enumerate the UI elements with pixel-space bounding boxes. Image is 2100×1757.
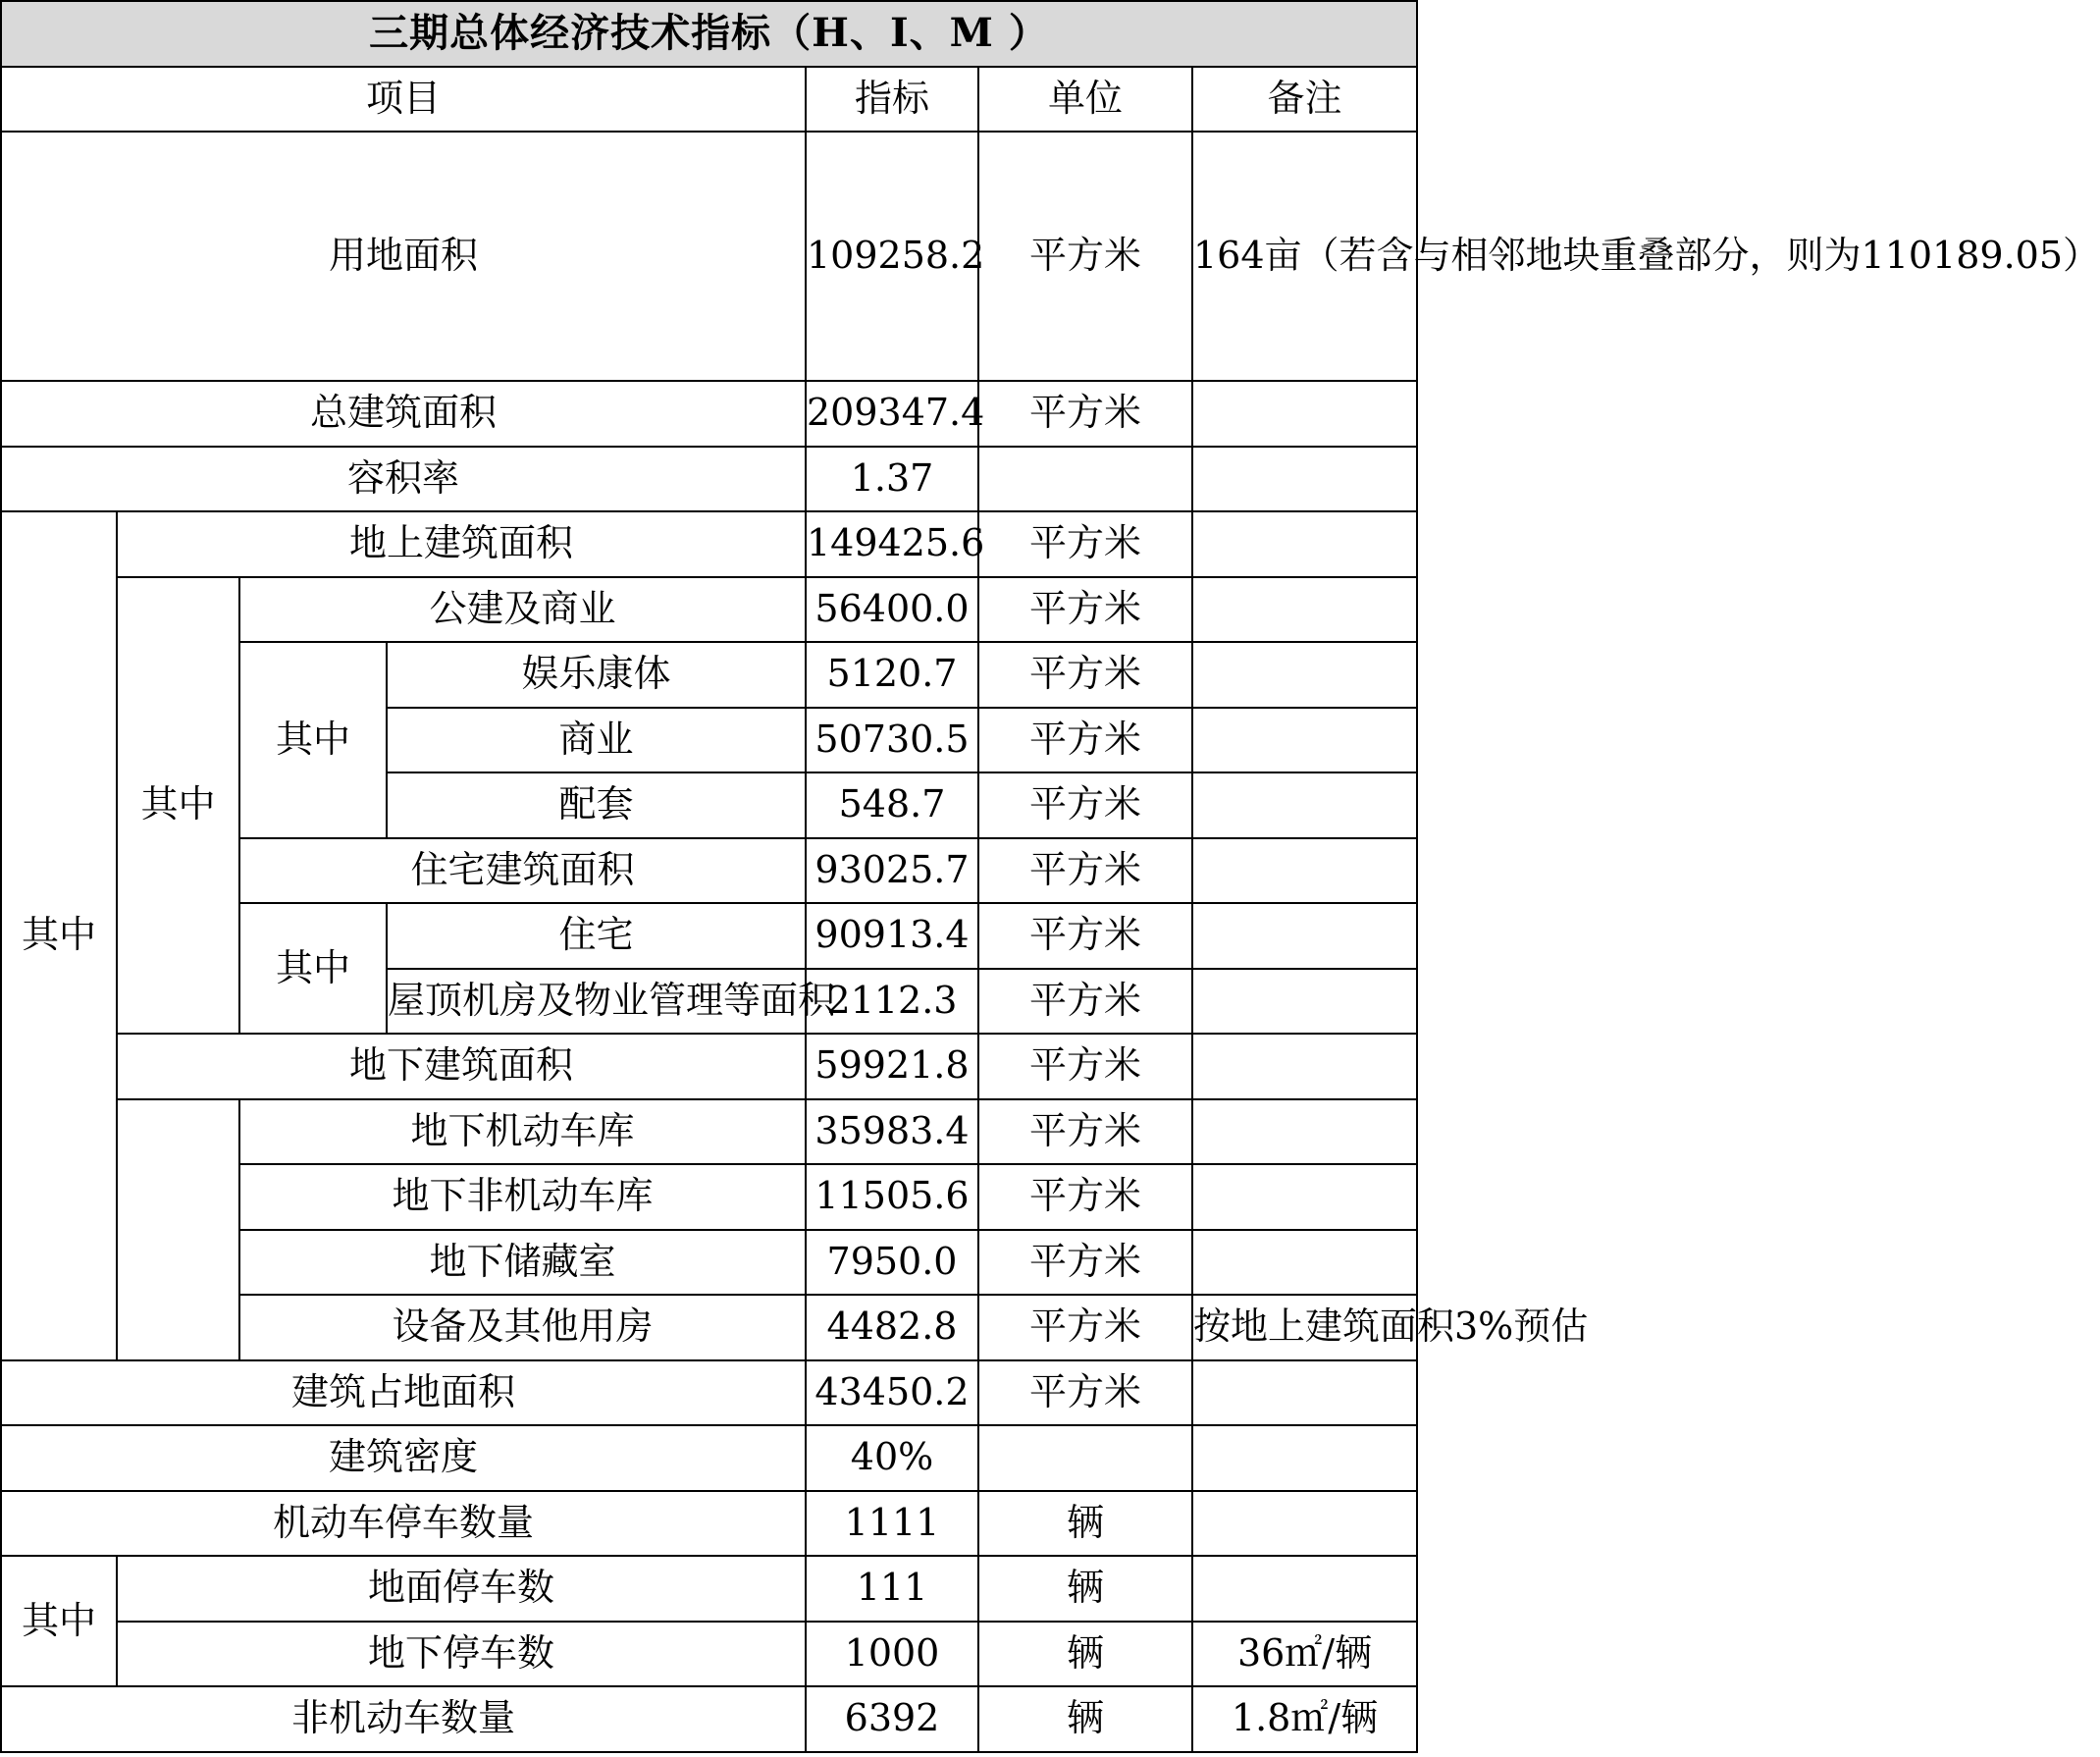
row-note bbox=[1192, 1425, 1417, 1491]
row-note: 按地上建筑面积3%预估 bbox=[1192, 1295, 1417, 1360]
group-label: 其中 bbox=[239, 642, 387, 838]
row-note bbox=[1192, 903, 1417, 969]
row-unit: 平方米 bbox=[978, 1034, 1192, 1099]
row-note bbox=[1192, 577, 1417, 643]
row-label: 地上建筑面积 bbox=[117, 511, 806, 577]
row-label: 地下建筑面积 bbox=[117, 1034, 806, 1099]
row-note bbox=[1192, 1491, 1417, 1557]
row-value: 6392 bbox=[806, 1686, 978, 1752]
row-note bbox=[1192, 772, 1417, 838]
row-unit: 平方米 bbox=[978, 577, 1192, 643]
row-note bbox=[1192, 1556, 1417, 1622]
row-label: 屋顶机房及物业管理等面积 bbox=[387, 969, 806, 1035]
row-value: 7950.0 bbox=[806, 1230, 978, 1296]
table-row bbox=[1, 447, 1417, 512]
row-value: 548.7 bbox=[806, 772, 978, 838]
row-value: 11505.6 bbox=[806, 1164, 978, 1230]
table-row bbox=[1, 1034, 1417, 1099]
row-note bbox=[1192, 1360, 1417, 1426]
row-value: 40% bbox=[806, 1425, 978, 1491]
header-row bbox=[1, 67, 1417, 133]
row-unit: 平方米 bbox=[978, 1164, 1192, 1230]
row-unit: 辆 bbox=[978, 1556, 1192, 1622]
row-note: 36㎡/辆 bbox=[1192, 1622, 1417, 1687]
row-unit bbox=[978, 447, 1192, 512]
row-note bbox=[1192, 1164, 1417, 1230]
row-value: 43450.2 bbox=[806, 1360, 978, 1426]
row-note: 1.8㎡/辆 bbox=[1192, 1686, 1417, 1752]
row-label: 地下非机动车库 bbox=[239, 1164, 806, 1230]
row-unit: 平方米 bbox=[978, 903, 1192, 969]
table-row bbox=[1, 1491, 1417, 1557]
table-row bbox=[1, 1099, 1417, 1165]
table-row bbox=[1, 1556, 1417, 1622]
row-note bbox=[1192, 1034, 1417, 1099]
table-row bbox=[1, 1425, 1417, 1491]
group-label: 其中 bbox=[117, 577, 239, 1035]
row-label: 非机动车数量 bbox=[1, 1686, 806, 1752]
row-value: 90913.4 bbox=[806, 903, 978, 969]
row-unit: 平方米 bbox=[978, 1099, 1192, 1165]
row-value: 209347.4 bbox=[806, 381, 978, 447]
row-label: 地下机动车库 bbox=[239, 1099, 806, 1165]
row-value: 35983.4 bbox=[806, 1099, 978, 1165]
header-note: 备注 bbox=[1192, 67, 1417, 133]
row-label: 地下停车数 bbox=[117, 1622, 806, 1687]
row-label: 住宅建筑面积 bbox=[239, 838, 806, 904]
row-unit: 平方米 bbox=[978, 772, 1192, 838]
row-value: 56400.0 bbox=[806, 577, 978, 643]
row-note bbox=[1192, 381, 1417, 447]
table-row bbox=[1, 1360, 1417, 1426]
table-row bbox=[1, 1622, 1417, 1687]
row-label: 总建筑面积 bbox=[1, 381, 806, 447]
row-unit: 辆 bbox=[978, 1622, 1192, 1687]
group-label: 其中 bbox=[239, 903, 387, 1034]
row-unit: 平方米 bbox=[978, 1230, 1192, 1296]
row-label: 用地面积 bbox=[1, 132, 806, 381]
row-unit: 平方米 bbox=[978, 381, 1192, 447]
row-label: 建筑密度 bbox=[1, 1425, 806, 1491]
header-item: 项目 bbox=[1, 67, 806, 133]
row-unit: 平方米 bbox=[978, 642, 1192, 708]
row-label: 配套 bbox=[387, 772, 806, 838]
row-unit bbox=[978, 1425, 1192, 1491]
row-value: 1.37 bbox=[806, 447, 978, 512]
row-value: 50730.5 bbox=[806, 708, 978, 773]
header-unit: 单位 bbox=[978, 67, 1192, 133]
group-label: 其中 bbox=[1, 511, 117, 1360]
header-value: 指标 bbox=[806, 67, 978, 133]
row-value: 59921.8 bbox=[806, 1034, 978, 1099]
row-label: 商业 bbox=[387, 708, 806, 773]
row-label: 设备及其他用房 bbox=[239, 1295, 806, 1360]
table-row bbox=[1, 132, 1417, 381]
table-row bbox=[1, 577, 1417, 643]
row-unit: 平方米 bbox=[978, 511, 1192, 577]
row-label: 娱乐康体 bbox=[387, 642, 806, 708]
row-value: 1111 bbox=[806, 1491, 978, 1557]
row-unit: 辆 bbox=[978, 1491, 1192, 1557]
row-label: 地下储藏室 bbox=[239, 1230, 806, 1296]
row-value: 149425.6 bbox=[806, 511, 978, 577]
row-label: 容积率 bbox=[1, 447, 806, 512]
row-label: 机动车停车数量 bbox=[1, 1491, 806, 1557]
row-label: 地面停车数 bbox=[117, 1556, 806, 1622]
row-note: 164亩（若含与相邻地块重叠部分，则为110189.05） bbox=[1192, 132, 1417, 381]
row-label: 建筑占地面积 bbox=[1, 1360, 806, 1426]
row-unit: 辆 bbox=[978, 1686, 1192, 1752]
row-unit: 平方米 bbox=[978, 1295, 1192, 1360]
row-value: 111 bbox=[806, 1556, 978, 1622]
row-note bbox=[1192, 642, 1417, 708]
row-value: 5120.7 bbox=[806, 642, 978, 708]
row-note bbox=[1192, 969, 1417, 1035]
row-note bbox=[1192, 708, 1417, 773]
row-unit: 平方米 bbox=[978, 838, 1192, 904]
table-row bbox=[1, 511, 1417, 577]
row-unit: 平方米 bbox=[978, 969, 1192, 1035]
row-value: 4482.8 bbox=[806, 1295, 978, 1360]
table-row bbox=[1, 381, 1417, 447]
row-unit: 平方米 bbox=[978, 132, 1192, 381]
row-label: 公建及商业 bbox=[239, 577, 806, 643]
row-note bbox=[1192, 838, 1417, 904]
table-title: 三期总体经济技术指标（H、I、M ） bbox=[1, 1, 1417, 67]
row-note bbox=[1192, 511, 1417, 577]
row-value: 109258.2 bbox=[806, 132, 978, 381]
group-label-empty bbox=[117, 1099, 239, 1360]
row-note bbox=[1192, 447, 1417, 512]
row-unit: 平方米 bbox=[978, 708, 1192, 773]
title-row bbox=[1, 1, 1417, 67]
row-unit: 平方米 bbox=[978, 1360, 1192, 1426]
row-value: 93025.7 bbox=[806, 838, 978, 904]
row-value: 2112.3 bbox=[806, 969, 978, 1035]
row-value: 1000 bbox=[806, 1622, 978, 1687]
row-note bbox=[1192, 1230, 1417, 1296]
row-label: 住宅 bbox=[387, 903, 806, 969]
group-label: 其中 bbox=[1, 1556, 117, 1686]
table-row bbox=[1, 1686, 1417, 1752]
row-note bbox=[1192, 1099, 1417, 1165]
